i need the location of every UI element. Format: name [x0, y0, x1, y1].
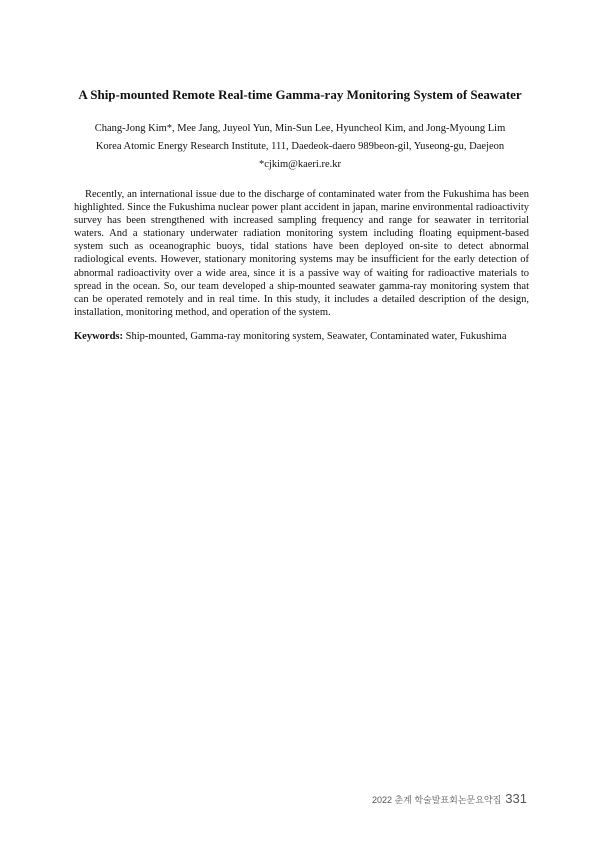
- page-footer: [372, 790, 527, 808]
- abstract-body: Recently, an international issue due to the discharge of contaminated water from the Fukushima has been highlighted. Since the Fukushima nuclear power plant accident in japan, marine environmental radioactivity survey has been strengthened with increased sampling frequency and range for seawater in territorial waters. And a stationary underwater radiation monitoring system including floating equipment-based system such as oceanographic buoys, tidal stations have been deployed on-site to detect abnormal radiological events. However, stationary monitoring systems may be insufficient for the early detection of abnormal radioactivity over a wide area, since it is a passive way of waiting for radioactive materials to spread in the ocean. So, our team developed a ship-mounted seawater gamma-ray monitoring system that can be operated remotely and in real time. In this study, it includes a detailed description of the design, installation, monitoring method, and operation of the system.: [74, 189, 529, 318]
- author-affiliation: Korea Atomic Energy Research Institute, 111, Daedeok-daero 989beon-gil, Yuseong-gu, Daejeon: [95, 141, 505, 152]
- corresponding-email: *cjkim@kaeri.re.kr: [259, 159, 341, 170]
- keywords-line: [74, 331, 544, 342]
- author-list: Chang-Jong Kim*, Mee Jang, Juyeol Yun, Min-Sun Lee, Hyuncheol Kim, and Jong-Myoung Lim: [94, 123, 506, 134]
- keywords-text: Ship-mounted, Gamma-ray monitoring system, Seawater, Contaminated water, Fukushima: [125, 331, 507, 342]
- keywords-label: Keywords:: [74, 331, 123, 342]
- page-number: 331: [505, 791, 527, 806]
- paper-title: A Ship-mounted Remote Real-time Gamma-ray Monitoring System of Seawater: [78, 87, 522, 102]
- conference-name: 2022 춘계 학술발표회논문요약집: [371, 795, 502, 805]
